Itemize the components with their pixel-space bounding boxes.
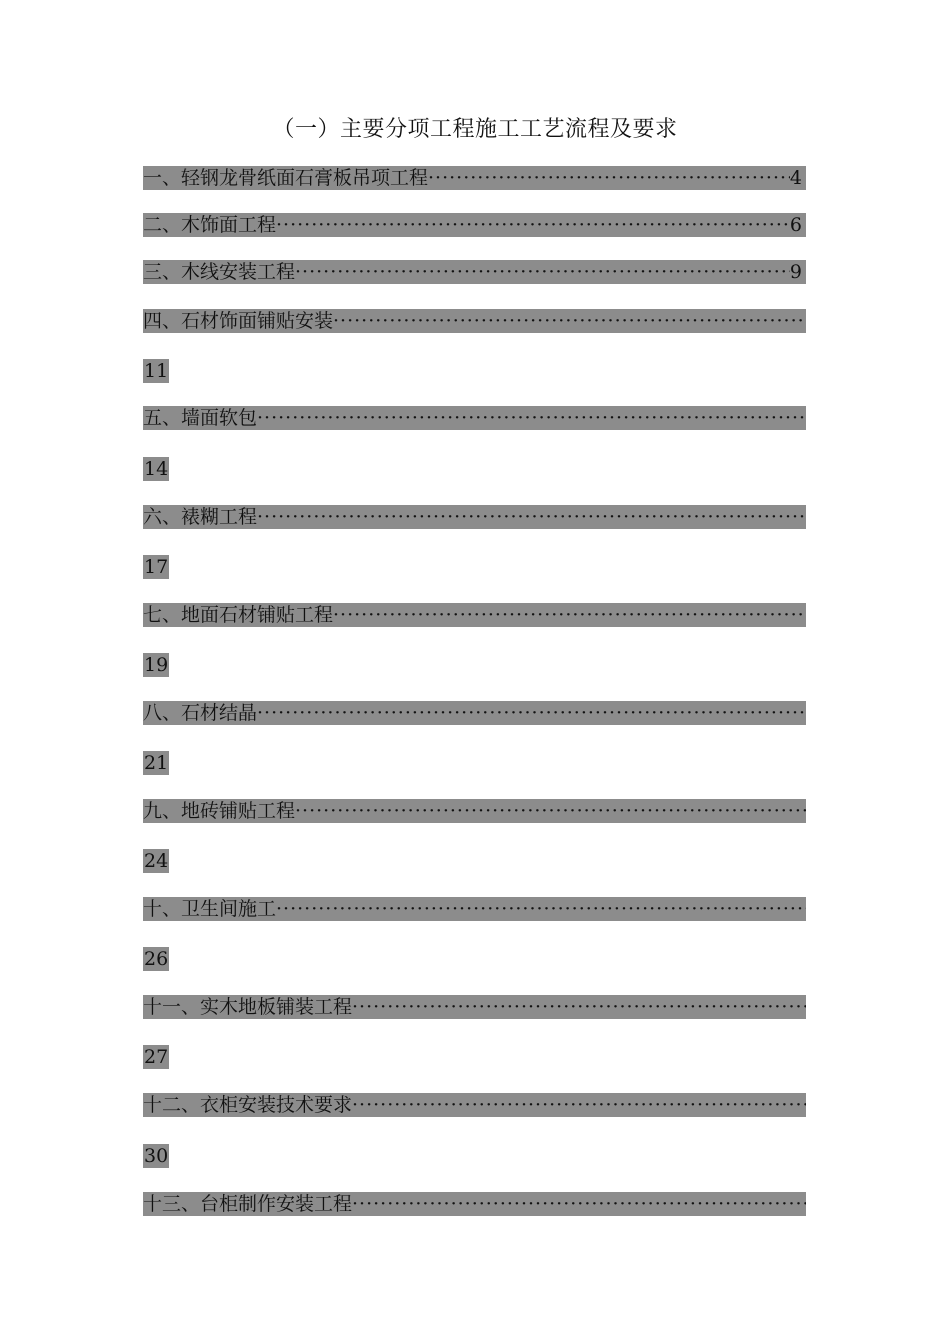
toc-entry-page: 27 <box>144 1046 169 1068</box>
toc-entry-label: 十三、台柜制作安装工程 <box>143 1193 353 1215</box>
toc-entry-label: 七、地面石材铺贴工程 <box>143 604 334 626</box>
toc-entry[interactable] <box>143 995 806 1019</box>
toc-leader-dots <box>257 505 806 529</box>
toc-entry-label: 一、轻钢龙骨纸面石膏板吊项工程 <box>143 167 429 189</box>
toc-entry[interactable] <box>143 505 806 529</box>
toc-entry[interactable] <box>143 406 806 430</box>
toc-leader-dots <box>333 309 806 333</box>
toc-entry[interactable] <box>143 603 806 627</box>
toc-entry-page: 17 <box>144 556 169 578</box>
toc-entry-label: 四、石材饰面铺贴安装 <box>143 310 334 332</box>
toc-entry[interactable] <box>143 166 806 190</box>
toc-entry-label: 十、卫生间施工 <box>143 898 277 920</box>
toc-entry-page: 6 <box>789 214 802 236</box>
toc-entry[interactable] <box>143 799 806 823</box>
toc-entry-label: 二、木饰面工程 <box>143 214 277 236</box>
toc-entry-page: 30 <box>144 1145 169 1167</box>
toc-entry-label: 六、裱糊工程 <box>143 506 258 528</box>
toc-entry-label: 三、木线安装工程 <box>143 261 296 283</box>
toc-entry-page: 11 <box>144 360 169 382</box>
toc-entry-label: 九、地砖铺贴工程 <box>143 800 296 822</box>
toc-entry-label: 十一、实木地板铺装工程 <box>143 996 353 1018</box>
toc-leader-dots <box>295 799 806 823</box>
toc-leader-dots <box>257 406 806 430</box>
toc-leader-dots <box>276 897 806 921</box>
toc-entry-label: 五、墙面软包 <box>143 407 258 429</box>
toc-entry-page: 19 <box>144 654 169 676</box>
toc-entry[interactable] <box>143 897 806 921</box>
toc-entry[interactable] <box>143 213 806 237</box>
toc-entry[interactable] <box>143 701 806 725</box>
toc-entry[interactable] <box>143 1192 806 1216</box>
toc-leader-dots <box>257 701 806 725</box>
toc-leader-dots <box>276 213 790 237</box>
toc-leader-dots <box>333 603 806 627</box>
toc-entry-page: 4 <box>789 167 802 189</box>
page-title: （一）主要分项工程施工工艺流程及要求 <box>272 117 678 142</box>
toc-entry-page: 24 <box>144 850 169 872</box>
toc-entry-label: 八、石材结晶 <box>143 702 258 724</box>
toc-entry-page: 21 <box>144 752 169 774</box>
toc-entry-page: 14 <box>144 458 169 480</box>
toc-entry[interactable] <box>143 260 806 284</box>
toc-entry-page: 9 <box>789 261 802 283</box>
toc-leader-dots <box>352 995 806 1019</box>
toc-entry-label: 十二、衣柜安装技术要求 <box>143 1094 353 1116</box>
toc-entry-page: 26 <box>144 948 169 970</box>
toc-leader-dots <box>428 166 790 190</box>
toc-entry[interactable] <box>143 309 806 333</box>
toc-entry[interactable] <box>143 1093 806 1117</box>
toc-leader-dots <box>295 260 790 284</box>
toc-leader-dots <box>352 1093 806 1117</box>
toc-leader-dots <box>352 1192 806 1216</box>
